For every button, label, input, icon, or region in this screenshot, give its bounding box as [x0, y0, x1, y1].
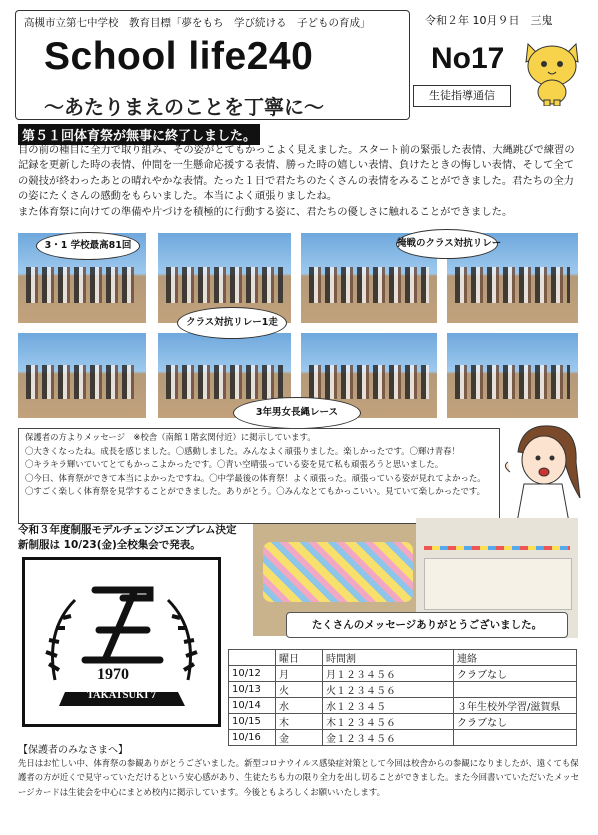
photo-caption-bubble: 掩戦のクラス対抗リレー [396, 229, 498, 259]
photo-caption-bubble: 3・1 学校最高81回 [36, 232, 140, 260]
footer-heading: 【保護者のみなさまへ】 [18, 745, 128, 756]
schedule-cell: 木１２３４５６ [323, 714, 454, 730]
schedule-cell: 月１２３４５６ [323, 666, 454, 682]
schedule-cell: 10/16 [229, 730, 276, 746]
photo-caption-bubble: クラス対抗リレー1走 [177, 307, 287, 339]
article-body [18, 143, 583, 220]
schedule-row [229, 666, 577, 682]
sports-day-photo [18, 333, 146, 418]
schedule-cell: 水１２３４５ [323, 698, 454, 714]
schedule-header-row [229, 650, 577, 666]
schedule-cell: 月 [276, 666, 323, 682]
schedule-cell: 火１２３４５６ [323, 682, 454, 698]
message-line: 〇すごく楽しく体育祭を見学することができました。ありがとう。〇みんなとてもかっこいい。見ていて楽しかったです。 [25, 486, 485, 497]
schedule-cell: 木 [276, 714, 323, 730]
schedule-header-cell [229, 650, 276, 666]
schedule-header-cell: 連絡 [454, 650, 577, 666]
school-emblem [22, 557, 221, 727]
message-line: 〇キラキラ輝いていてとてもかっこよかったです。〇青い空晴張っている姿を見て私も頑張ろうと思いました。 [25, 459, 444, 470]
schedule-cell: 10/13 [229, 682, 276, 698]
photo-caption-bubble: 3年男女長縄レース [233, 397, 361, 429]
footer-text: 先日はお忙しい中、体育祭の参観ありがとうございました。新型コロナウイルス感染症対策として今回は校舎からの参観になりましたが、遠くても保護者の方が近くで見守っていただけるという安心感があり、生徒たちも力の限り全力を出し切ることができました。また今回書いていただいたメッセージカードは生徒会を中心にまとめ校内に掲示しています。今後ともよろしくお願いいたします。 [18, 758, 580, 797]
schedule-row [229, 682, 577, 698]
schedule-cell: 金 [276, 730, 323, 746]
sports-day-photo [447, 333, 578, 418]
schedule-cell: クラブなし [454, 714, 577, 730]
emblem-announcement [18, 523, 237, 553]
article-paragraph: また体育祭に向けての準備や片づけを積極的に行動する姿に、君たちの優しさに触れることができました。 [18, 205, 513, 218]
emblem-announcement-line: 令和３年度制服モデルチェンジエンブレム決定 [18, 524, 237, 536]
cheering-girl-illustration [498, 418, 588, 528]
schedule-cell [454, 730, 577, 746]
issue-date: 令和２年 10月９日 三鬼 [425, 14, 553, 27]
title-box [15, 10, 410, 120]
schedule-row [229, 698, 577, 714]
message-line: 保護者の方よりメッセージ ※校舎（南館１階玄関付近）に掲示しています。 [25, 432, 316, 442]
message-line: 〇今日、体育祭ができて本当によかったですね。〇中学最後の体育祭！よく頑張った。頑張っている姿が見れてよかった。 [25, 472, 486, 483]
newsletter-subtitle: ～あたりまえのことを丁寧に～ [44, 95, 324, 119]
schedule-cell: 10/14 [229, 698, 276, 714]
schedule-cell [454, 682, 577, 698]
parent-message-box [18, 428, 500, 524]
schedule-cell: クラブなし [454, 666, 577, 682]
schedule-row [229, 730, 577, 746]
schedule-header-cell: 曜日 [276, 650, 323, 666]
schedule-cell: 水 [276, 698, 323, 714]
schedule-cell: ３年生校外学習/滋賀県 [454, 698, 577, 714]
article-heading: 第５１回体育祭が無事に終了しました。 [18, 124, 260, 145]
thanks-caption: たくさんのメッセージありがとうございました。 [286, 612, 568, 638]
schedule-table [228, 649, 577, 746]
schedule-cell: 金１２３４５６ [323, 730, 454, 746]
schedule-cell: 10/12 [229, 666, 276, 682]
emblem-announcement-line: 新制服は 10/23(金)全校集会で発表。 [18, 539, 201, 551]
schedule-cell: 火 [276, 682, 323, 698]
message-line: 〇大きくなったね。成長を感じました。〇感動しました。みんなよく頑張りました。楽しかったです。〇輝け青春！ [25, 445, 460, 456]
emblem-name: TAKATSUKI 7 [86, 690, 157, 701]
article-paragraph: 目の前の種目に全力で取り組み、その姿がとてもかっこよく見えました。スタート前の緊張した表情、大縄跳びで練習の記録を更新した時の表情、仲間を一生懸命応援する表情、勝った時の嬉しい表情、負けたときの悔しい表情、そして全ての競技が終わったあとの晴れやかな表情。たった１日で君たちのたくさんの表情をみることができました。君たちの全力の姿にたくさんの感動をもらいました。本当によく頑張りましたね。 [18, 144, 575, 203]
schedule-row [229, 714, 577, 730]
schedule-cell: 10/15 [229, 714, 276, 730]
school-line: 高槻市立第七中学校 教育目標「夢をもち 学び続ける 子どもの育成」 [24, 17, 371, 29]
emblem-year: 1970 [97, 666, 129, 683]
issue-number: No17 [431, 42, 505, 75]
newsletter-title: School life240 [44, 35, 314, 78]
mascot-cat-icon [518, 34, 586, 106]
newsletter-tag: 生徒指導通信 [413, 85, 511, 107]
schedule-header-cell: 時間割 [323, 650, 454, 666]
